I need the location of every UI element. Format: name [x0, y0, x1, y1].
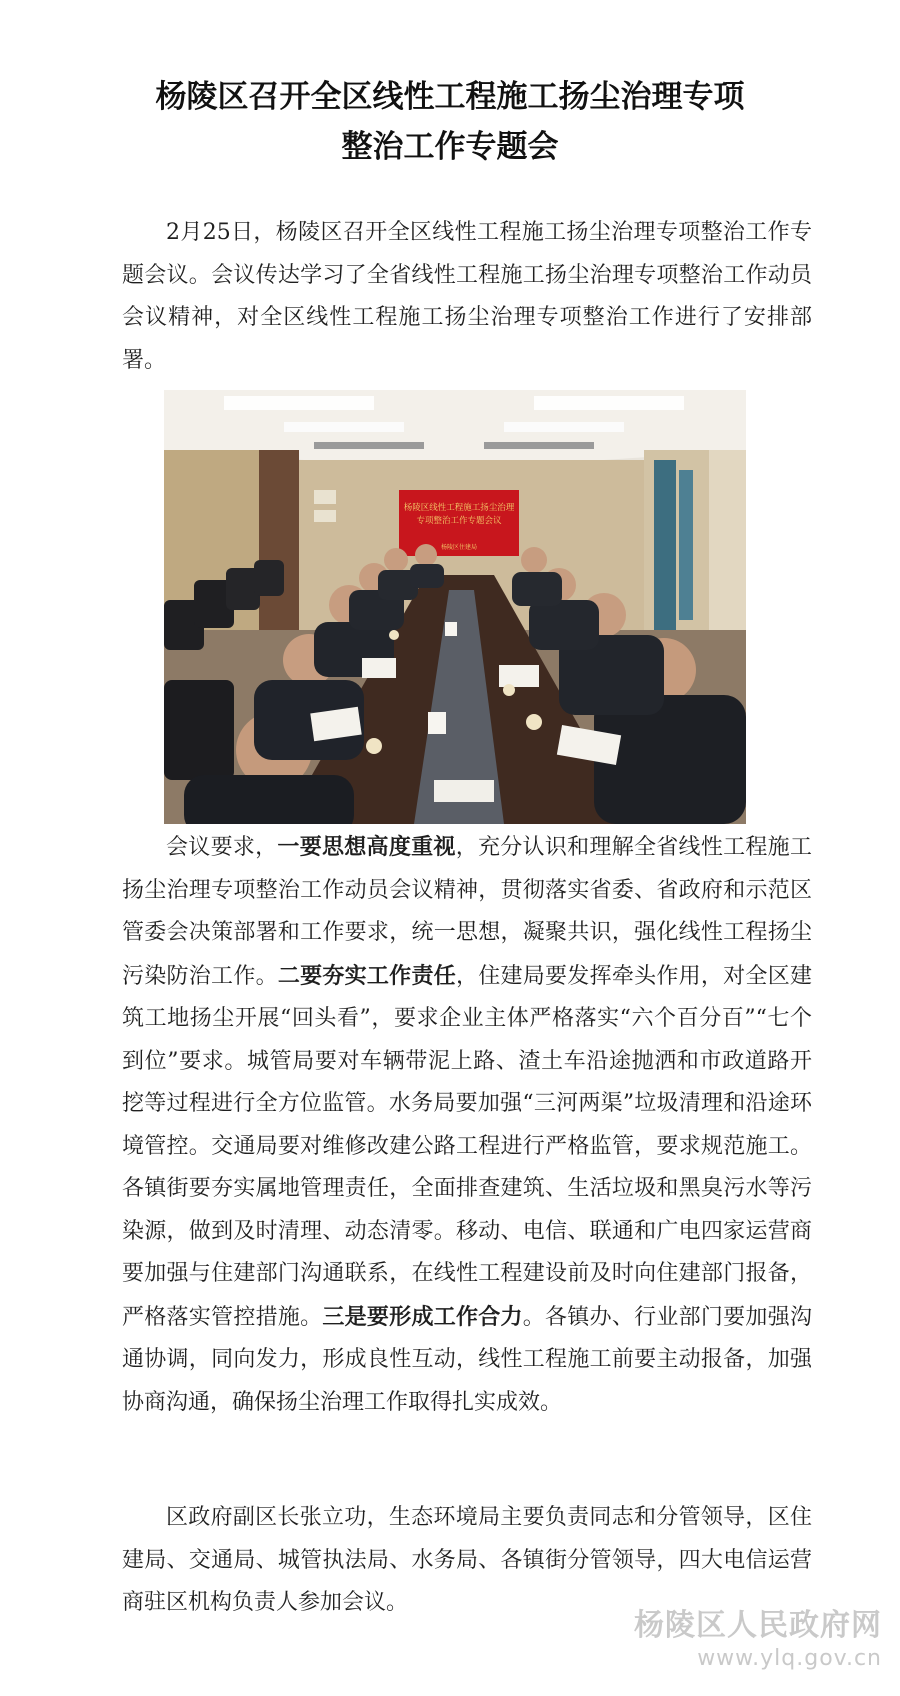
banner-line-3: 杨陵区住建局	[440, 544, 478, 551]
requirements-paragraph	[122, 826, 812, 1424]
title-line-1: 杨陵区召开全区线性工程施工扬尘治理专项	[155, 79, 745, 115]
watermark-url: www.ylq.gov.cn	[697, 1646, 882, 1671]
watermark-site-name: 杨陵区人民政府网	[634, 1608, 882, 1643]
point-one-text: ，充分认识和理解全省线性工程施工扬尘治理专项整治工作动员会议精神，贯彻落实省委、省政府和示范区管委会决策部署和工作要求，统一思想，凝聚共识，强化线性工程扬尘污染防治工作。	[122, 835, 812, 989]
p2-intro: 会议要求，	[166, 835, 278, 860]
title-line-2: 整治工作专题会	[341, 129, 559, 165]
meeting-photo-illustration	[164, 390, 746, 824]
point-three-text: 。各镇办、行业部门要加强沟通协调，同向发力，形成良性互动，线性工程施工前要主动报备，加强协商沟通，确保扬尘治理工作取得扎实成效。	[122, 1304, 812, 1415]
site-watermark	[622, 1600, 882, 1671]
intro-paragraph: 2月25日，杨陵区召开全区线性工程施工扬尘治理专项整治工作专题会议。会议传达学习了全省线性工程施工扬尘治理专项整治工作动员会议精神，对全区线性工程施工扬尘治理专项整治工作进行了安排部署。	[122, 220, 812, 373]
point-two-heading: 二要夯实工作责任	[277, 962, 456, 989]
banner-line-2: 专项整治工作专题会议	[416, 516, 502, 526]
point-three-heading: 三是要形成工作合力	[322, 1303, 523, 1330]
point-one-heading: 一要思想高度重视	[277, 834, 456, 860]
meeting-photo	[164, 390, 746, 824]
attendees-paragraph: 区政府副区长张立功，生态环境局主要负责同志和分管领导，区住建局、交通局、城管执法局、水务局、各镇街分管领导，四大电信运营商驻区机构负责人参加会议。	[122, 1505, 812, 1615]
point-two-text: ，住建局要发挥牵头作用，对全区建筑工地扬尘开展“回头看”，要求企业主体严格落实“六个百分百”“七个到位”要求。城管局要对车辆带泥上路、渣土车沿途抛洒和市政道路开挖等过程进行全方位监管。水务局要加强“三河两渠”垃圾清理和沿途环境管控。交通局要对维修改建公路工程进行严格监管，要求规范施工。各镇街要夯实属地管理责任，全面排查建筑、生活垃圾和黑臭污水等污染源，做到及时清理、动态清零。移动、电信、联通和广电四家运营商要加强与住建部门沟通联系，在线性工程建设前及时向住建部门报备，严格落实管控措施。	[122, 963, 812, 1330]
article-title	[60, 72, 840, 172]
banner-line-1: 杨陵区线性工程施工扬尘治理	[403, 503, 515, 513]
